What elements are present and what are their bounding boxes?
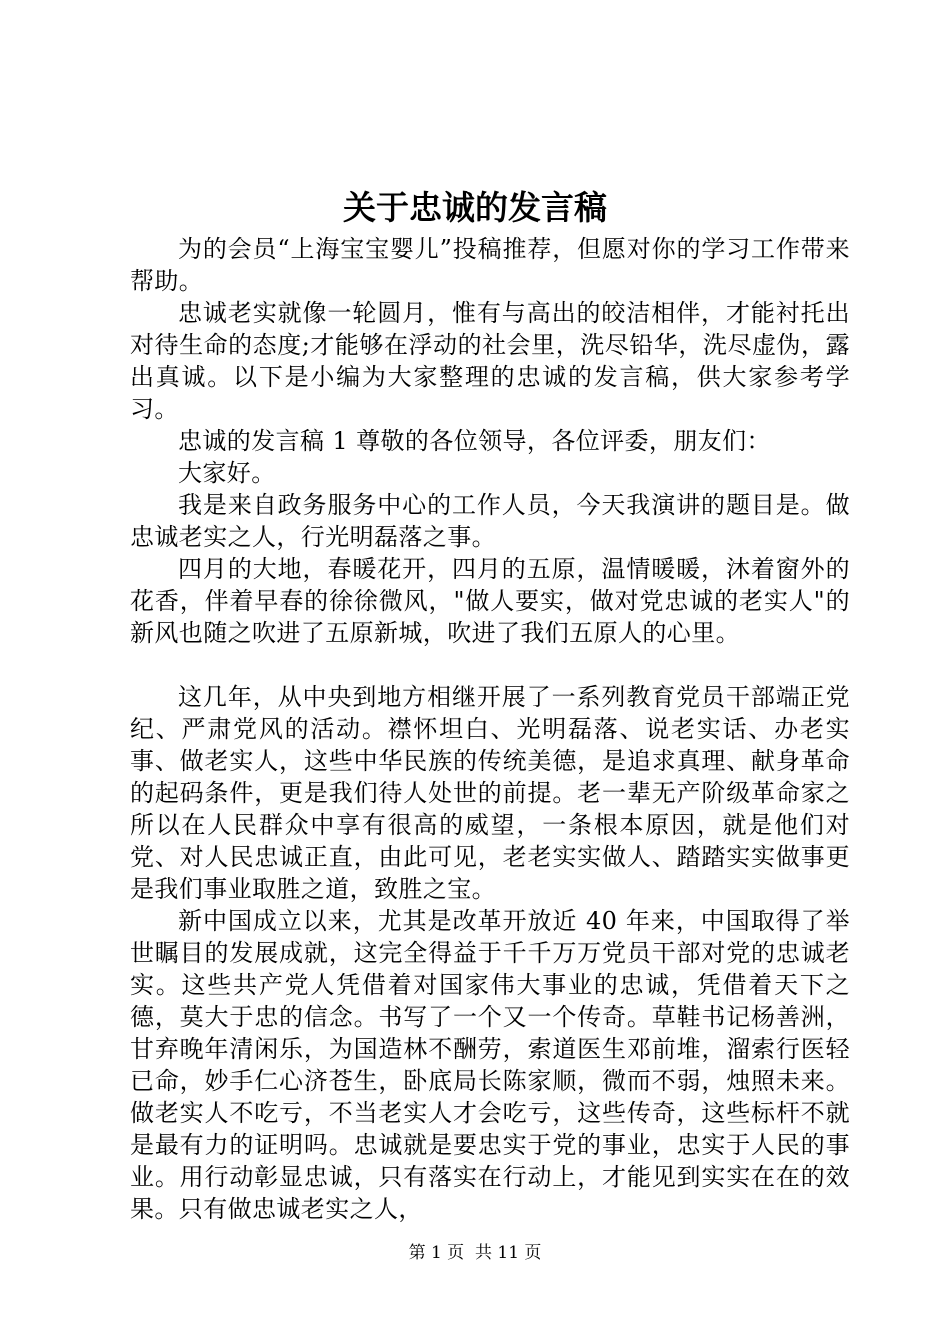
page-footer [0,1241,950,1265]
document-title: 关于忠诚的发言稿 [343,188,607,227]
paragraph-greeting: 大家好。 [178,459,276,487]
paragraph-topic: 我是来自政务服务中心的工作人员，今天我演讲的题目是。做忠诚老实之人，行光明磊落之事。 [130,491,850,551]
paragraph-preface: 忠诚老实就像一轮圆月，惟有与高出的皎洁相伴，才能衬托出对待生命的态度;才能够在浮动的社会里，洗尽铅华，洗尽虚伪，露出真诚。以下是小编为大家整理的忠诚的发言稿，供大家参考学习。 [130,299,850,423]
paragraph-salutation: 忠诚的发言稿 1 尊敬的各位领导，各位评委，朋友们： [178,427,771,455]
paragraph-gap [130,649,850,681]
paragraph-intro: 为的会员“上海宝宝婴儿”投稿推荐，但愿对你的学习工作带来帮助。 [130,235,850,295]
page-number-label: 第 1 页 共 11 页 [408,1243,542,1263]
paragraph-spring: 四月的大地，春暖花开，四月的五原，温情暖暖，沐着窗外的花香，伴着早春的徐徐微风，"做人要实，做对党忠诚的老实人"的新风也随之吹进了五原新城，吹进了我们五原人的心里。 [130,555,850,647]
paragraph-new-china: 新中国成立以来，尤其是改革开放近 40 年来，中国取得了举世瞩目的发展成就，这完全得益于千千万万党员干部对党的忠诚老实。这些共产党人凭借着对国家伟大事业的忠诚，凭借着天下之德，莫大于忠的信念。书写了一个又一个传奇。草鞋书记杨善洲，甘弃晚年清闲乐，为国造林不酬劳，索道医生邓前堆，溜索行医轻已命，妙手仁心济苍生，卧底局长陈家顺，微而不弱，烛照未来。做老实人不吃亏，不当老实人才会吃亏，这些传奇，这些标杆不就是最有力的证明吗。忠诚就是要忠实于党的事业，忠实于人民的事业。用行动彰显忠诚，只有落实在行动上，才能见到实实在在的效果。只有做忠诚老实之人， [130,907,850,1223]
document-body [130,233,850,1225]
paragraph-recent-years: 这几年，从中央到地方相继开展了一系列教育党员干部端正党纪、严肃党风的活动。襟怀坦白、光明磊落、说老实话、办老实事、做老实人，这些中华民族的传统美德，是追求真理、献身革命的起码条件，更是我们待人处世的前提。老一辈无产阶级革命家之所以在人民群众中享有很高的威望，一条根本原因，就是他们对党、对人民忠诚正直，由此可见，老老实实做人、踏踏实实做事更是我们事业取胜之道，致胜之宝。 [130,683,850,903]
